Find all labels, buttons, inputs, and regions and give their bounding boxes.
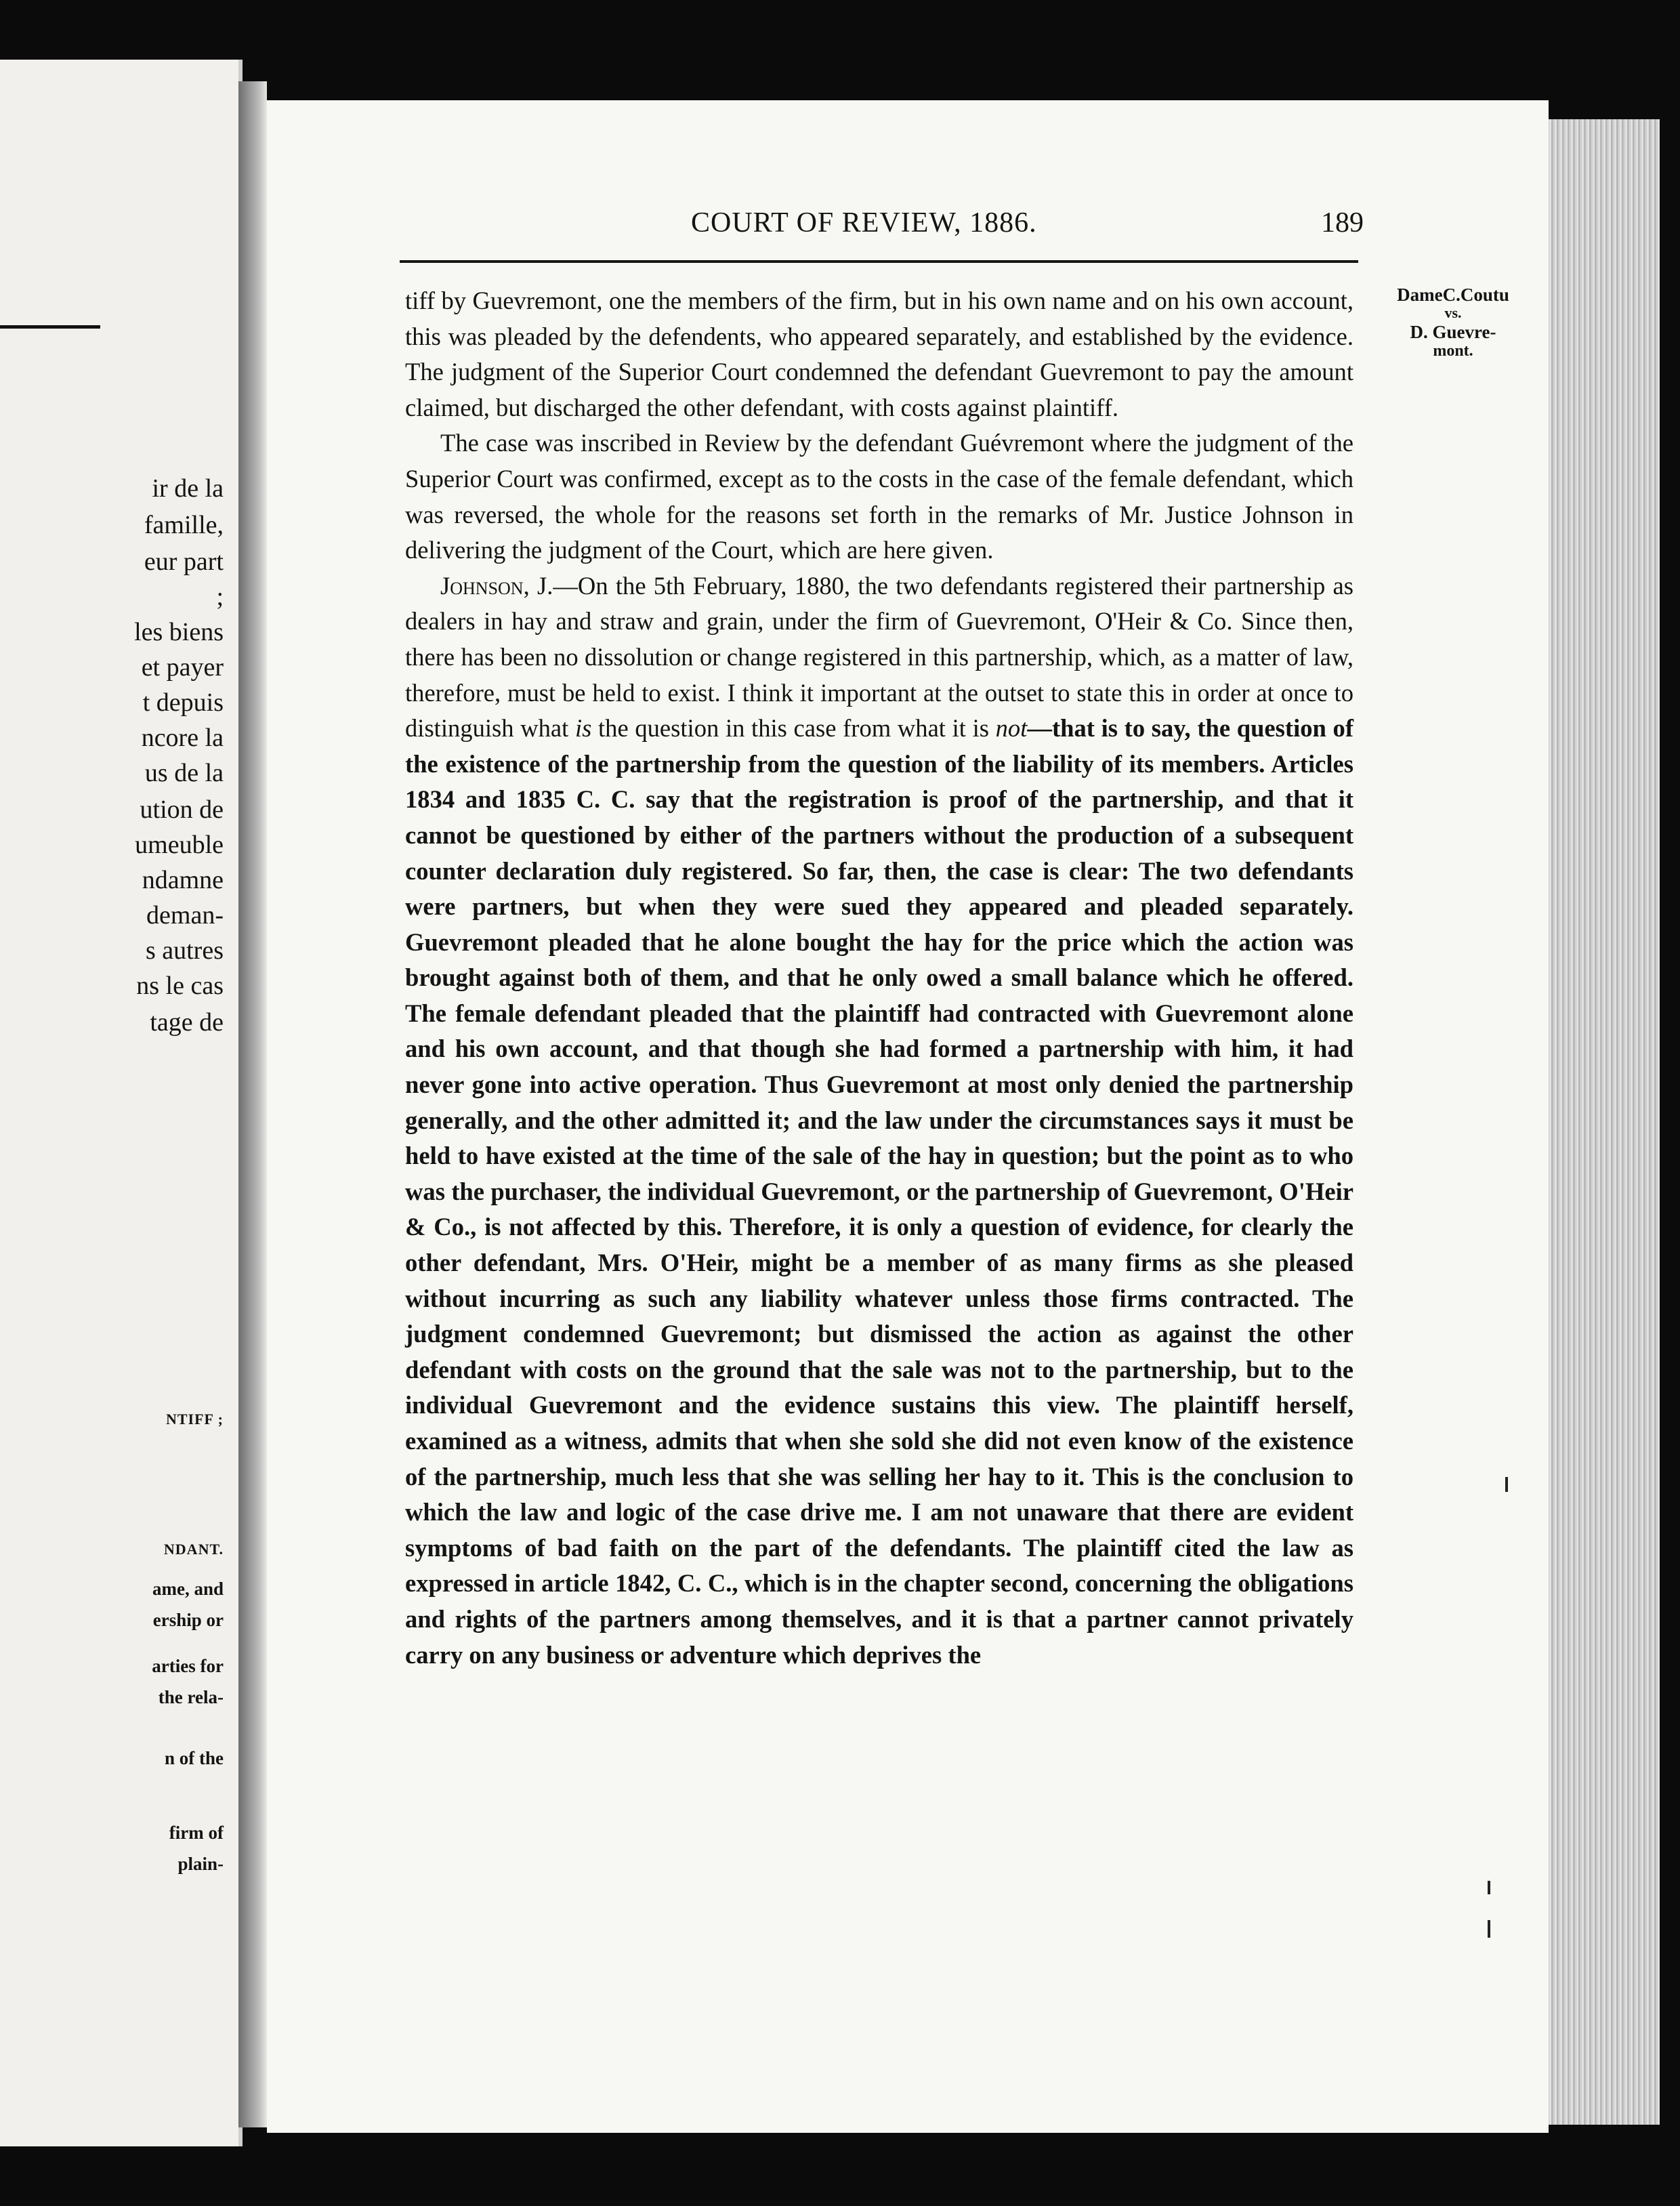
side-note-line: DameC.Coutu bbox=[1397, 285, 1509, 305]
paragraph-3-text-b: the question in this case from what it is bbox=[591, 714, 996, 743]
left-page-fragment: firm of bbox=[169, 1823, 224, 1843]
side-note-line: mont. bbox=[1433, 342, 1473, 360]
running-head: COURT OF REVIEW, 1886. bbox=[691, 207, 1037, 238]
left-page-fragment: ns le cas bbox=[136, 972, 224, 1000]
judge-name: Johnson, J. bbox=[440, 571, 553, 600]
page-edge-stack bbox=[1549, 119, 1660, 2125]
left-page-fragment: ution de bbox=[140, 795, 224, 824]
side-note-line: vs. bbox=[1444, 304, 1462, 322]
left-page-fragment: ership or bbox=[152, 1610, 224, 1630]
paragraph-2: The case was inscribed in Review by the defendant Guévremont where the judgment of the Superior Court was confirmed, except as to the costs in the case of the female defendant, which was reversed, the whole for the reasons set forth in the remarks of Mr. Justice Johnson in delivering the judgment of the Court, which are here given. bbox=[405, 429, 1353, 564]
left-page-fragment: ame, and bbox=[152, 1579, 224, 1599]
left-page-fragment: us de la bbox=[144, 759, 224, 787]
italic-is: is bbox=[574, 714, 592, 743]
margin-mark bbox=[1488, 1881, 1490, 1894]
left-page-fragment: NDANT. bbox=[163, 1541, 224, 1558]
italic-not: not bbox=[995, 714, 1028, 743]
paragraph-3-text-c: —that is to say, the question of the existence of the partnership from the question of the liability of its members. Articles 1834 and 1835 C. C. say that the registration is proof of the partnership, and that it cannot be questioned by either of the partners without the production of a subsequent counter declaration duly registered. So far, then, the case is clear: The two defendants were partners, but when they were sued they appeared and pleaded separately. Guevremont pleaded that he alone bought the hay for the price which the action was brought against both of them, and that he only owed a small balance which he offered. The female defendant pleaded that the plaintiff had contracted with Guevremont alone and his own account, and that though she had formed a partnership with him, it had never gone into active operation. Thus Guevremont at most only denied the partnership generally, and the other admitted it; and the law under the circumstances says it must be held to have existed at the time of the sale of the hay in question; but the point as to who was the purchaser, the individual Guevremont, or the partnership of Guevremont, O'Heir & Co., is not affected by this. Therefore, it is only a question of evidence, for clearly the other defendant, Mrs. O'Heir, might be a member of as many firms as she pleased without incurring as such any liability whatever unless those firms contracted. The judgment condemned Guevremont; but dismissed the action as against the other defendant with costs on the ground that the sale was not to the partnership, but to the individual Guevremont and the evidence sustains this view. The plaintiff herself, examined as a witness, admits that when she sold she did not even know of the existence of the partnership, much less that she was selling her hay to it. This is the conclusion to which the law and logic of the case drive me. I am not unaware that there are evident symptoms of bad faith on the part of the defendants. The plaintiff cited the law as expressed in article 1842, C. C., which is in the chapter second, concerning the obligations and rights of the partners among themselves, and it is that a partner cannot privately carry on any business or adventure which deprives the bbox=[405, 714, 1353, 1669]
left-page-fragment: umeuble bbox=[135, 831, 224, 859]
left-page-fragment: plain- bbox=[177, 1854, 224, 1874]
left-page-fragment: the rela- bbox=[158, 1687, 224, 1707]
left-page-fragment: les biens bbox=[134, 618, 224, 646]
margin-mark bbox=[1505, 1477, 1508, 1492]
case-side-note bbox=[1368, 285, 1538, 360]
body-text bbox=[405, 283, 1353, 1673]
left-page-fragment: NTIFF ; bbox=[165, 1411, 224, 1428]
header-rule bbox=[400, 260, 1358, 263]
left-page-fragment: arties for bbox=[152, 1656, 224, 1676]
book-gutter bbox=[238, 81, 267, 2127]
side-note-line: D. Guevre- bbox=[1410, 321, 1496, 342]
left-page-fragment: t depuis bbox=[142, 688, 224, 717]
left-page-fragment: et payer bbox=[141, 653, 224, 682]
paragraph-3 bbox=[405, 568, 1353, 1673]
left-page-fragment: ncore la bbox=[141, 724, 224, 752]
left-page-rule bbox=[0, 325, 100, 329]
left-page-fragment: deman- bbox=[146, 901, 224, 930]
left-page-fragment: ir de la bbox=[152, 474, 224, 503]
left-page-fragment: ; bbox=[216, 583, 224, 611]
left-page-fragment: famille, bbox=[144, 511, 224, 539]
paragraph-1: tiff by Guevremont, one the members of the firm, but in his own name and on his own account, this was pleaded by the defendents, who appeared separately, and established by the evidence. The judgment of the Superior Court condemned the defendant Guevremont to pay the amount claimed, but discharged the other defendant, with costs against plaintiff. bbox=[405, 287, 1353, 421]
left-page-fragment: n of the bbox=[165, 1748, 224, 1768]
left-page-fragment: s autres bbox=[145, 936, 224, 965]
page-number: 189 bbox=[1321, 207, 1364, 238]
left-page-fragment: eur part bbox=[144, 547, 224, 576]
left-page-fragment: ndamne bbox=[142, 866, 224, 894]
left-page-fragment: tage de bbox=[150, 1008, 224, 1037]
paragraph-3-text-a: —On the 5th February, 1880, the two defendants registered their partnership as dealers in hay and straw and grain, under the firm of Guevremont, O'Heir & Co. Since then, there has been no dissolution or change registered in this partnership, which, as a matter of law, therefore, must be held to exist. I think it important at the outset to state this in order at once to distinguish what bbox=[405, 571, 1353, 743]
left-facing-page bbox=[0, 60, 243, 2146]
margin-mark bbox=[1488, 1920, 1490, 1938]
